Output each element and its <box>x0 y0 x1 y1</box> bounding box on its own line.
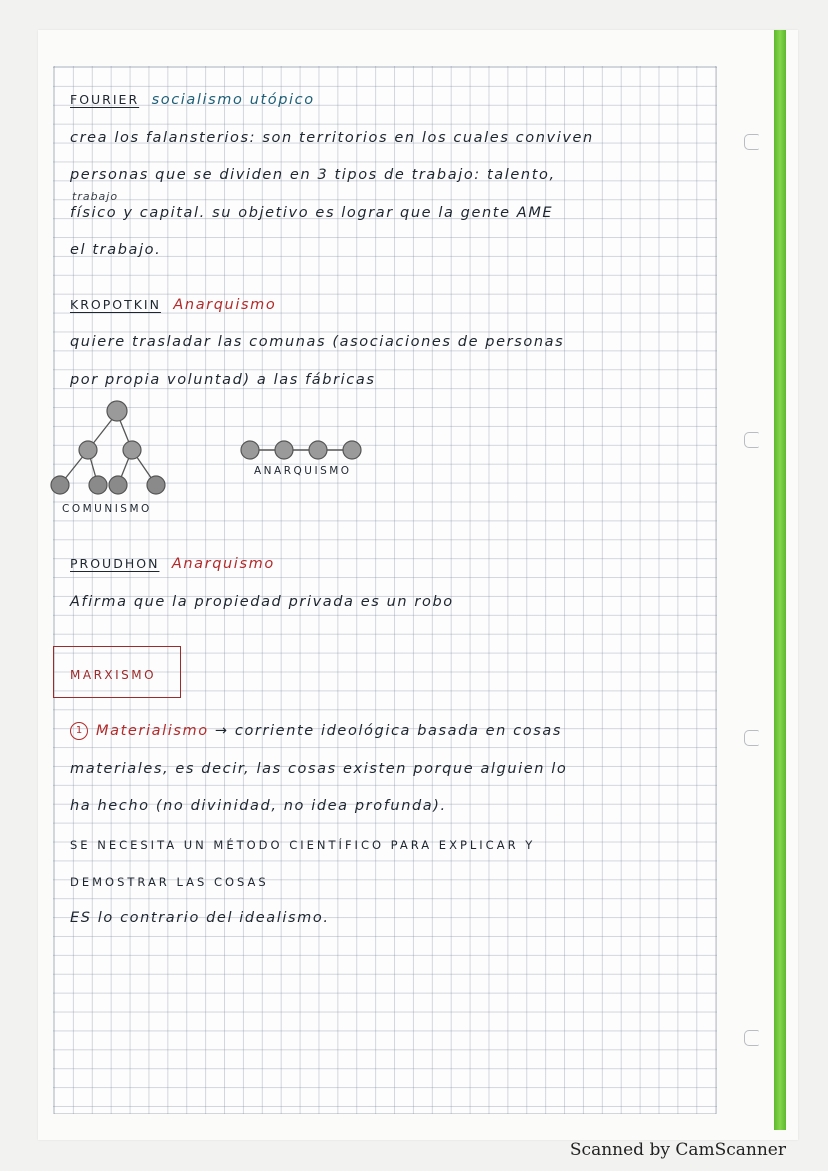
fourier-line-1: crea los falansterios: son territorios en los cuales conviven <box>70 130 594 146</box>
anarquismo-chain-diagram <box>241 441 361 459</box>
comunismo-diagram-label: COMUNISMO <box>62 503 152 515</box>
proudhon-topic: Anarquismo <box>171 556 275 572</box>
chain-node <box>309 441 327 459</box>
arrow-icon: → <box>214 723 229 739</box>
kropotkin-line-1: quiere trasladar las comunas (asociaciones de personas <box>70 334 565 350</box>
tree-node <box>89 476 107 494</box>
fourier-note: trabajo <box>72 190 119 203</box>
tree-node <box>147 476 165 494</box>
proudhon-name: PROUDHON <box>70 556 160 571</box>
chain-node <box>241 441 259 459</box>
tree-node <box>109 476 127 494</box>
kropotkin-line-2: por propia voluntad) a las fábricas <box>70 372 376 388</box>
fourier-line-4: el trabajo. <box>70 242 162 258</box>
marxismo-title: MARXISMO <box>70 668 157 682</box>
materialismo-definition: corriente ideológica basada en cosas <box>234 723 563 739</box>
kropotkin-name: KROPOTKIN <box>70 297 161 312</box>
item-number-badge: 1 <box>70 722 88 740</box>
proudhon-line-1: Afirma que la propiedad privada es un robo <box>70 594 454 610</box>
tree-node <box>51 476 69 494</box>
fourier-topic: socialismo utópico <box>151 92 315 108</box>
tree-node <box>107 401 127 421</box>
marxismo-line-5: DEMOSTRAR LAS COSAS <box>70 875 269 889</box>
marxismo-line-1 <box>70 722 562 740</box>
fourier-name: FOURIER <box>70 92 140 107</box>
fourier-line-3: físico y capital. su objetivo es lograr que la gente AME <box>70 205 554 221</box>
chain-node <box>343 441 361 459</box>
marxismo-line-4: SE NECESITA UN MÉTODO CIENTÍFICO PARA EXPLICAR Y <box>70 838 536 852</box>
proudhon-heading <box>70 556 275 572</box>
fourier-line-2: personas que se dividen en 3 tipos de trabajo: talento, <box>70 167 556 183</box>
comunismo-tree-diagram <box>51 401 165 494</box>
scanner-watermark: Scanned by CamScanner <box>569 1140 786 1160</box>
kropotkin-topic: Anarquismo <box>173 297 277 313</box>
marxismo-line-6: ES lo contrario del idealismo. <box>70 910 330 926</box>
marxismo-line-3: ha hecho (no divinidad, no idea profunda). <box>70 798 447 814</box>
marxismo-line-2: materiales, es decir, las cosas existen porque alguien lo <box>70 761 568 777</box>
anarquismo-diagram-label: ANARQUISMO <box>254 465 352 477</box>
chain-node <box>275 441 293 459</box>
tree-node <box>79 441 97 459</box>
materialismo-title: Materialismo <box>96 723 209 739</box>
tree-node <box>123 441 141 459</box>
